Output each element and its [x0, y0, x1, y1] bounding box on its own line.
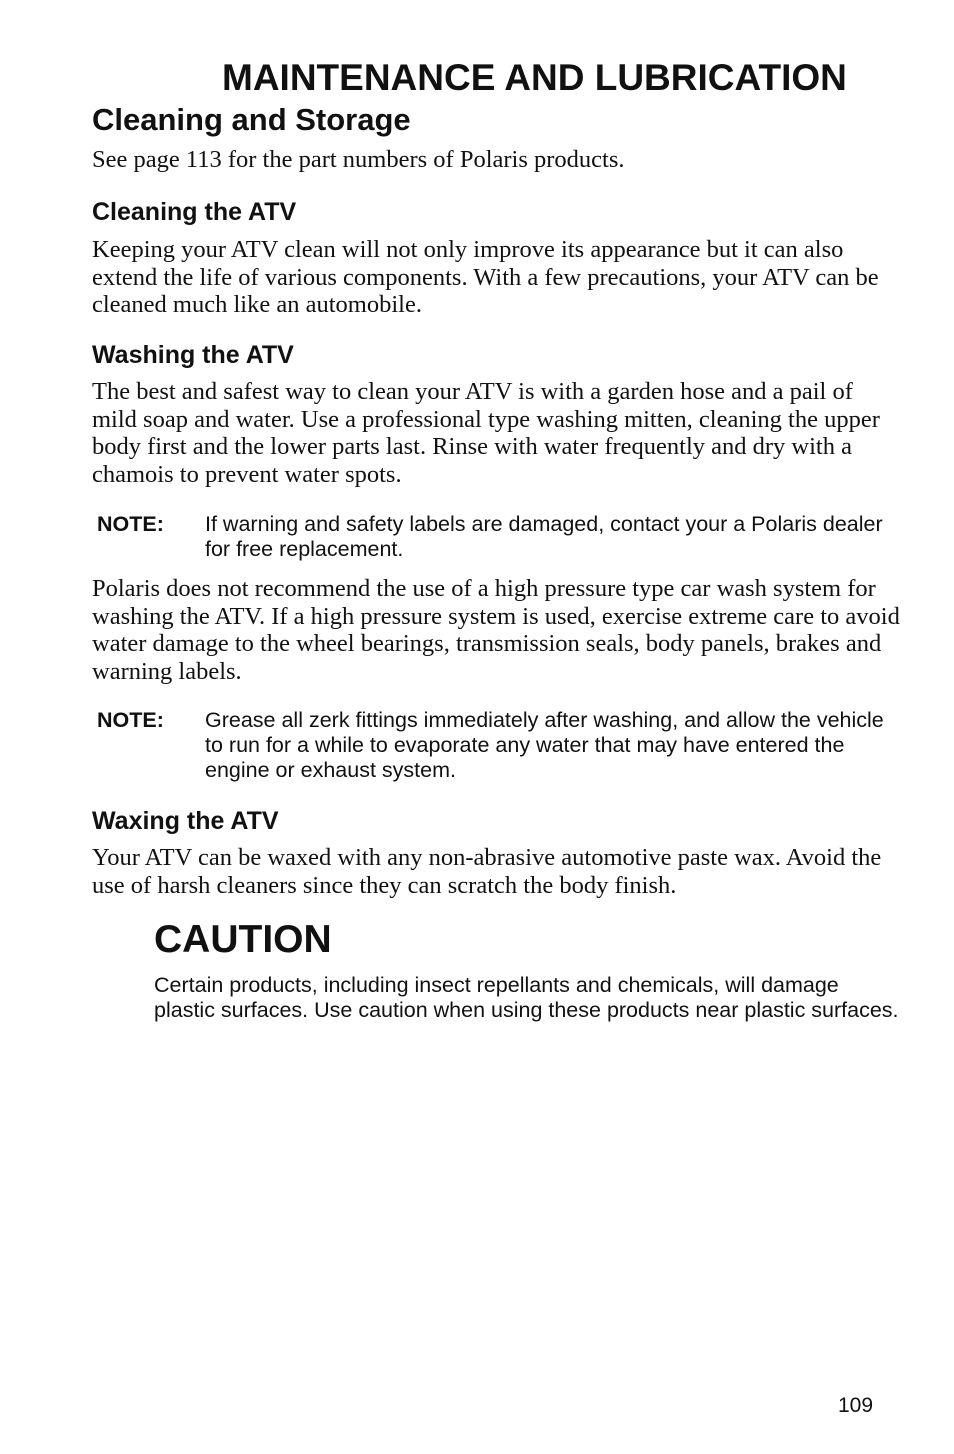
note-text: Grease all zerk fittings immediately after washing, and allow the vehicle to run for a while to evaporate any water that may have entered the engine or exhaust system. — [205, 708, 884, 782]
note-grease-fittings — [97, 708, 907, 783]
note-text: If warning and safety labels are damaged, contact your a Polaris dealer for free replacement. — [205, 512, 883, 561]
pressure-wash-paragraph: Polaris does not recommend the use of a high pressure type car wash system for washing the ATV. If a high pressure system is used, exercise extreme care to avoid water damage to the wheel bearings, transmission seals, body panels, brakes and warning labels. — [92, 575, 900, 685]
note-label: NOTE: — [97, 512, 164, 536]
note-labels-replacement — [97, 512, 907, 562]
page-title: MAINTENANCE AND LUBRICATION — [222, 57, 847, 98]
waxing-heading: Waxing the ATV — [92, 807, 279, 835]
washing-heading: Washing the ATV — [92, 341, 294, 369]
section-intro: See page 113 for the part numbers of Polaris products. — [92, 146, 625, 173]
section-title: Cleaning and Storage — [92, 102, 411, 137]
cleaning-heading: Cleaning the ATV — [92, 198, 297, 226]
page-number: 109 — [838, 1394, 874, 1417]
note-label: NOTE: — [97, 708, 164, 732]
caution-text: Certain products, including insect repellants and chemicals, will damage plastic surfaces. Use caution when using these products near plastic surfaces. — [154, 973, 899, 1022]
cleaning-paragraph: Keeping your ATV clean will not only improve its appearance but it can also extend the life of various components. With a few precautions, your ATV can be cleaned much like an automobile. — [92, 236, 879, 318]
waxing-paragraph: Your ATV can be waxed with any non-abrasive automotive paste wax. Avoid the use of harsh cleaners since they can scratch the body finish. — [92, 844, 882, 899]
caution-heading: CAUTION — [154, 918, 332, 961]
washing-paragraph: The best and safest way to clean your ATV is with a garden hose and a pail of mild soap and water. Use a professional type washing mitten, cleaning the upper body first and the lower parts last. Rinse with water frequently and dry with a chamois to prevent water spots. — [92, 378, 880, 488]
